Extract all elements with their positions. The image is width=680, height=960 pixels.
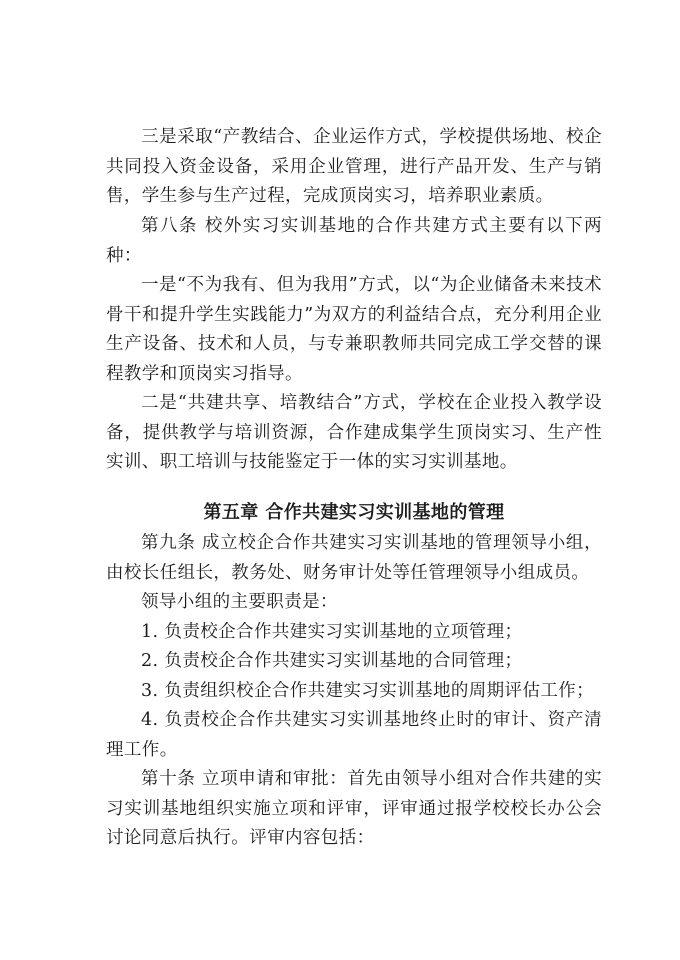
paragraph-article-9: 第九条 成立校企合作共建实习实训基地的管理领导小组，由校长任组长，教务处、财务审计处等任管理领导小组成员。	[106, 533, 602, 583]
paragraph-method-two: 二是“共建共享、培教结合”方式，学校在企业投入教学设备，提供教学与培训资源，合作建成集学生顶岗实习、生产性实训、职工培训与技能鉴定于一体的实习实训基地。	[106, 393, 602, 472]
paragraph-article-10: 第十条 立项申请和审批：首先由领导小组对合作共建的实习实训基地组织实施立项和评审，评审通过报学校校长办公会讨论同意后执行。评审内容包括：	[106, 769, 602, 848]
list-item-1: 1. 负责校企合作共建实习实训基地的立项管理；	[141, 622, 523, 642]
paragraph-method-three: 三是采取“产教结合、企业运作方式，学校提供场地、校企共同投入资金设备，采用企业管理，进行产品开发、生产与销售，学生参与生产过程，完成顶岗实习，培养职业素质。	[106, 127, 602, 206]
chapter-5-heading: 第五章 合作共建实习实训基地的管理	[203, 502, 505, 523]
paragraph-duties-intro: 领导小组的主要职责是：	[141, 592, 338, 612]
list-item-2: 2. 负责校企合作共建实习实训基地的合同管理；	[141, 651, 523, 671]
paragraph-method-one: 一是“不为我有、但为我用”方式，以“为企业储备未来技术骨干和提升学生实践能力”为双方的利益结合点，充分利用企业生产设备、技术和人员，与专兼职教师共同完成工学交替的课程教学和顶岗实习指导。	[106, 275, 602, 384]
list-item-3: 3. 负责组织校企合作共建实习实训基地的周期评估工作；	[141, 681, 595, 701]
list-item-4: 4. 负责校企合作共建实习实训基地终止时的审计、资产清理工作。	[106, 710, 602, 760]
paragraph-article-8: 第八条 校外实习实训基地的合作共建方式主要有以下两种：	[106, 216, 602, 266]
